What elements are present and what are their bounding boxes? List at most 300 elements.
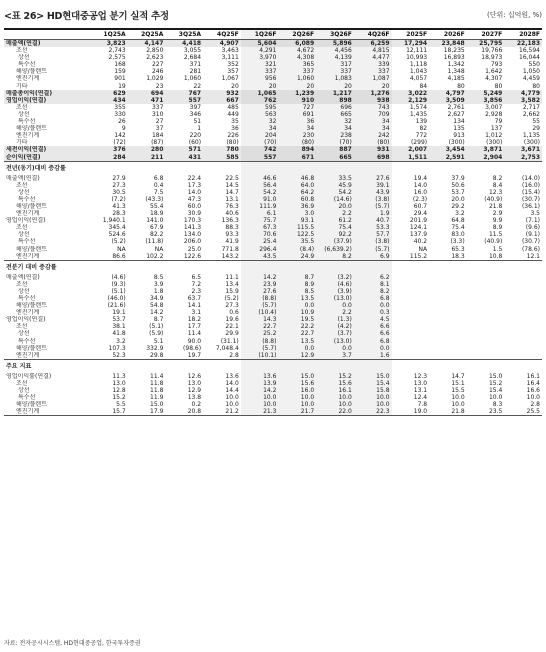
table-cell: 18.3 xyxy=(451,252,465,260)
table-cell: 28.3 xyxy=(112,210,126,218)
table-cell: 10.0 xyxy=(526,394,540,402)
table-cell: NA xyxy=(154,245,164,253)
table-row xyxy=(4,253,542,261)
table-cell: 698 xyxy=(354,154,392,162)
table-cell: 204 xyxy=(241,132,279,139)
table-row xyxy=(4,104,542,111)
table-cell xyxy=(504,161,542,175)
table-cell xyxy=(467,302,505,309)
table-cell: 55.4 xyxy=(150,202,164,210)
table-cell: 36 xyxy=(231,125,239,133)
table-cell: 25.2 xyxy=(241,330,279,337)
table-cell: 84 xyxy=(419,82,428,90)
table-cell: 691 xyxy=(278,111,316,118)
table-cell xyxy=(392,309,430,316)
table-cell: (10.1) xyxy=(241,352,279,360)
table-cell: 29.2 xyxy=(451,202,465,210)
table-cell: (70) xyxy=(241,139,279,146)
table-cell: 4,057 xyxy=(409,75,428,83)
table-cell: 1,511 xyxy=(392,154,430,162)
row-label: 엔진기계 xyxy=(16,75,40,83)
table-cell: 115.5 xyxy=(278,224,316,231)
table-cell xyxy=(504,302,542,309)
table-cell: (31.1) xyxy=(220,337,239,345)
table-cell: 40.2 xyxy=(413,238,428,246)
table-cell: 2,761 xyxy=(447,103,465,111)
table-cell: (4.2) xyxy=(316,323,354,330)
table-cell: 3,055 xyxy=(183,47,202,55)
table-row xyxy=(4,217,542,224)
table-cell: NA xyxy=(418,245,428,253)
table-cell xyxy=(504,323,542,330)
table-cell: 34 xyxy=(278,125,316,132)
table-cell: 0.0 xyxy=(278,345,316,352)
table-cell xyxy=(429,281,467,288)
table-cell: (40.9) xyxy=(484,238,503,246)
row-label: 해양/플랜트 xyxy=(16,302,48,310)
table-row xyxy=(4,54,542,61)
table-cell: 2.8 xyxy=(530,401,540,409)
table-cell xyxy=(392,359,430,373)
table-cell xyxy=(128,161,166,175)
table-cell xyxy=(392,323,430,330)
table-cell: 13.5 xyxy=(278,338,316,345)
table-cell xyxy=(203,260,241,274)
unit-label: (단위: 십억원, %) xyxy=(487,11,542,19)
table-cell: 27.9 xyxy=(112,174,126,182)
table-cell: 9.9 xyxy=(492,217,503,225)
table-cell xyxy=(316,260,354,274)
row-label: 상선 xyxy=(18,188,30,196)
table-cell: 27 xyxy=(155,118,164,126)
table-cell: 168 xyxy=(114,61,126,69)
table-cell xyxy=(429,161,467,175)
table-cell: 11.3 xyxy=(112,372,126,380)
table-cell: 793 xyxy=(490,61,503,69)
table-cell: 13.0 xyxy=(187,379,202,387)
table-cell: 2.2 xyxy=(316,309,354,316)
table-cell: 7.8 xyxy=(417,401,428,409)
table-cell: 485 xyxy=(227,103,239,111)
table-cell: 0.4 xyxy=(153,181,164,189)
table-cell: 19.6 xyxy=(225,316,239,324)
table-cell: 60.0 xyxy=(187,202,202,210)
table-cell: 376 xyxy=(90,146,128,153)
table-cell: (10.4) xyxy=(241,309,279,316)
column-header: 3Q26F xyxy=(316,29,354,40)
table-row xyxy=(4,47,542,54)
row-label: 영업이익(연결) xyxy=(6,316,46,324)
table-cell: 12.8 xyxy=(112,387,126,395)
table-cell: 11.5 xyxy=(488,231,503,239)
table-cell: 10.0 xyxy=(451,401,465,409)
table-cell: 67.3 xyxy=(241,224,279,231)
table-cell: 3,970 xyxy=(241,54,279,61)
table-cell: 7.2 xyxy=(191,280,202,288)
table-cell: 43.9 xyxy=(354,189,392,196)
table-cell: 57.7 xyxy=(354,231,392,238)
table-cell: 1,029 xyxy=(146,75,164,83)
table-cell xyxy=(392,352,430,360)
table-cell xyxy=(429,309,467,316)
table-row xyxy=(4,118,542,125)
table-cell: 332.9 xyxy=(146,344,164,352)
table-row xyxy=(4,338,542,345)
table-cell: 124.1 xyxy=(409,224,428,232)
table-cell: 1,642 xyxy=(485,68,503,76)
table-cell: 2,662 xyxy=(522,110,540,118)
table-cell: 11.4 xyxy=(187,330,202,338)
table-row xyxy=(4,401,542,408)
table-cell: 13.6 xyxy=(225,372,239,380)
table-cell: 13.9 xyxy=(241,380,279,387)
table-cell: 107.3 xyxy=(108,344,126,352)
table-row xyxy=(4,40,542,48)
row-label: 상선 xyxy=(18,54,30,62)
table-row xyxy=(4,238,542,245)
row-label: 기타 xyxy=(16,139,28,147)
row-label: 특수선 xyxy=(18,195,36,203)
table-cell: 13.1 xyxy=(413,387,428,395)
table-row xyxy=(4,182,542,189)
table-cell: 3.7 xyxy=(316,352,354,360)
table-row xyxy=(4,387,542,394)
row-label: 조선 xyxy=(16,224,28,232)
table-cell: 80 xyxy=(494,82,503,90)
table-cell: 41.8 xyxy=(112,330,126,338)
table-row xyxy=(4,210,542,217)
table-cell: 2,007 xyxy=(392,146,430,153)
table-cell: 15.0 xyxy=(488,372,503,380)
table-cell: 14.0 xyxy=(413,181,428,189)
table-row xyxy=(4,408,542,416)
table-cell: 1,043 xyxy=(409,68,428,76)
table-cell: 434 xyxy=(90,97,128,104)
table-cell: 1,050 xyxy=(522,68,540,76)
table-row xyxy=(4,139,542,146)
table-cell: 5,896 xyxy=(316,40,354,48)
table-cell: 4,459 xyxy=(522,75,540,83)
table-cell: 667 xyxy=(203,97,241,104)
table-cell xyxy=(429,302,467,309)
table-cell: 139 xyxy=(415,118,428,126)
table-cell: 21.7 xyxy=(278,408,316,416)
table-cell xyxy=(504,316,542,323)
estimates-table xyxy=(4,28,542,416)
table-cell: 8.5 xyxy=(278,288,316,295)
table-cell: 6.8 xyxy=(153,174,164,182)
table-cell xyxy=(467,338,505,345)
column-header: 4Q25F xyxy=(217,31,239,38)
table-cell: 16,893 xyxy=(443,54,465,62)
table-cell: (300) xyxy=(523,139,540,147)
table-cell: 5.1 xyxy=(153,337,164,345)
table-cell: 134.0 xyxy=(183,231,202,239)
table-cell: 3,671 xyxy=(504,146,542,153)
table-cell: (72) xyxy=(113,139,126,147)
table-cell: 3,454 xyxy=(429,146,467,153)
table-cell: 19.4 xyxy=(413,174,428,182)
table-cell: 14.3 xyxy=(241,316,279,323)
table-cell: 1.5 xyxy=(492,245,503,253)
table-cell: 938 xyxy=(354,97,392,104)
column-header: 1Q25A xyxy=(103,31,126,38)
table-cell xyxy=(429,323,467,330)
table-cell: 11.1 xyxy=(225,273,239,281)
table-cell: 34 xyxy=(354,125,392,132)
table-cell: 22.7 xyxy=(278,330,316,337)
row-label: 엔진기계 xyxy=(16,309,40,317)
table-cell: 18,973 xyxy=(481,54,503,62)
table-cell: 771.8 xyxy=(221,245,239,253)
table-cell: 665 xyxy=(316,154,354,162)
table-cell: (3.3) xyxy=(450,238,465,246)
table-cell xyxy=(429,274,467,281)
table-cell: 14.2 xyxy=(241,387,279,394)
table-cell: 337 xyxy=(354,68,392,75)
table-cell: 431 xyxy=(165,154,203,162)
row-label: 매출액(연결) xyxy=(4,40,90,48)
table-cell: 10.0 xyxy=(278,394,316,401)
table-cell: 20 xyxy=(241,83,279,90)
table-row xyxy=(4,345,542,352)
table-cell: 35.5 xyxy=(278,238,316,245)
table-cell: (5.9) xyxy=(149,330,164,338)
row-label: 엔진기계 xyxy=(16,210,40,218)
table-cell: (21.6) xyxy=(107,302,126,310)
table-row xyxy=(4,97,542,104)
table-cell: 4,815 xyxy=(354,47,392,54)
table-row xyxy=(4,359,542,373)
table-cell: (5.1) xyxy=(111,287,126,295)
table-cell: 50.6 xyxy=(451,181,465,189)
table-cell: (46.0) xyxy=(107,295,126,302)
table-cell: 83.0 xyxy=(451,231,465,239)
table-row xyxy=(4,302,542,309)
table-cell: 141.0 xyxy=(146,217,164,225)
table-cell: 2.8 xyxy=(229,351,239,359)
table-cell: 13.4 xyxy=(225,280,239,288)
header-row-cells xyxy=(4,29,542,40)
table-cell xyxy=(392,316,430,323)
table-cell: 2,129 xyxy=(392,97,430,104)
table-cell xyxy=(90,359,128,373)
table-cell: 17.7 xyxy=(187,323,202,331)
row-label: 전분기 대비 증감률 xyxy=(4,260,90,274)
table-cell: (11.8) xyxy=(145,238,164,246)
table-cell: 47.3 xyxy=(187,195,202,203)
table-cell: 16,594 xyxy=(519,47,540,55)
table-cell: 16.0 xyxy=(278,387,316,394)
column-header: 2026F xyxy=(443,31,465,38)
table-cell: 2,591 xyxy=(429,154,467,162)
table-cell: 16.4 xyxy=(526,379,540,387)
table-cell: 10.0 xyxy=(316,401,354,408)
table-cell: 4,456 xyxy=(316,47,354,54)
table-cell: 53.7 xyxy=(451,188,465,196)
row-label: 조선 xyxy=(16,280,28,288)
table-cell: 201.9 xyxy=(409,217,428,225)
table-cell: 1,435 xyxy=(409,110,428,118)
table-cell: 0.6 xyxy=(229,309,239,317)
table-cell: 11.4 xyxy=(150,372,164,380)
table-cell: 1,342 xyxy=(447,61,465,69)
table-cell: 33.5 xyxy=(316,175,354,182)
table-cell: 1,067 xyxy=(221,75,239,83)
row-label: 엔진기계 xyxy=(16,132,40,140)
table-cell: (15.4) xyxy=(521,188,540,196)
table-row xyxy=(4,352,542,360)
table-cell: 22,183 xyxy=(504,40,542,48)
table-cell xyxy=(392,295,430,302)
table-cell: 6.1 xyxy=(241,210,279,217)
table-cell: 1,217 xyxy=(316,90,354,97)
table-cell: 8.1 xyxy=(354,281,392,288)
table-cell xyxy=(467,260,505,274)
table-cell: 86.6 xyxy=(112,252,126,260)
table-cell: 15.0 xyxy=(150,401,164,409)
table-row xyxy=(4,146,542,153)
table-cell: 2,627 xyxy=(447,110,465,118)
table-cell: 4,307 xyxy=(485,75,503,83)
table-cell: 34 xyxy=(354,118,392,125)
table-cell: 3,582 xyxy=(504,97,542,104)
table-cell: 141.3 xyxy=(183,224,202,232)
table-cell: 1,118 xyxy=(409,61,428,69)
table-cell: 14.0 xyxy=(225,379,239,387)
table-cell: (4.6) xyxy=(111,273,126,281)
table-cell: 82.2 xyxy=(150,231,164,239)
row-label: 해양/플랜트 xyxy=(16,202,48,210)
table-row xyxy=(4,295,542,302)
table-cell: 2,753 xyxy=(504,154,542,162)
table-cell: (300) xyxy=(486,139,503,147)
table-cell: 26 xyxy=(118,118,126,126)
table-cell: (8.8) xyxy=(241,338,279,345)
table-cell: 37.9 xyxy=(451,174,465,182)
table-cell: 15.9 xyxy=(225,287,239,295)
table-cell: 15.1 xyxy=(451,379,465,387)
table-cell: 3,509 xyxy=(429,97,467,104)
row-label: 엔진기계 xyxy=(16,351,40,359)
table-cell: 595 xyxy=(241,104,279,111)
table-cell: 5.5 xyxy=(116,401,126,409)
row-label: 특수선 xyxy=(18,337,36,345)
table-cell: 55 xyxy=(532,118,540,126)
table-row xyxy=(4,154,542,162)
table-cell: 137.9 xyxy=(409,231,428,239)
table-cell: (78.6) xyxy=(521,245,540,253)
table-cell: 337 xyxy=(316,68,354,75)
table-cell: (6,639.2) xyxy=(316,246,354,253)
table-cell: 15.6 xyxy=(316,380,354,387)
table-cell: 10.0 xyxy=(488,394,503,402)
table-row xyxy=(4,203,542,210)
table-cell: 19 xyxy=(118,82,126,90)
table-cell xyxy=(203,161,241,175)
table-cell: 15.0 xyxy=(278,373,316,380)
table-cell: 4,779 xyxy=(504,90,542,97)
table-cell: 337 xyxy=(278,68,316,75)
row-label: 조선 xyxy=(16,379,28,387)
table-cell: 18,235 xyxy=(443,47,465,55)
table-cell: 352 xyxy=(227,61,239,69)
table-cell: 1,060 xyxy=(183,75,202,83)
table-row xyxy=(4,260,542,274)
table-cell: (80) xyxy=(354,139,392,146)
table-cell xyxy=(165,260,203,274)
table-cell: 310 xyxy=(151,110,164,118)
table-cell: 2,850 xyxy=(146,47,164,55)
row-label: 상선 xyxy=(18,110,30,118)
row-label: 매출액(연결) xyxy=(6,174,40,182)
column-header: 2Q25A xyxy=(141,31,164,38)
table-cell: 0.0 xyxy=(278,302,316,309)
table-cell: 19.1 xyxy=(112,309,126,317)
row-label: 상선 xyxy=(18,387,30,395)
table-cell: 6.8 xyxy=(354,338,392,345)
table-cell: 102.2 xyxy=(146,252,164,260)
table-cell: 524.6 xyxy=(108,231,126,239)
table-cell: 471 xyxy=(128,97,166,104)
table-cell: 29.4 xyxy=(413,210,428,218)
table-cell: 21.2 xyxy=(203,408,241,416)
table-cell: (5.7) xyxy=(241,345,279,352)
table-cell: 12.3 xyxy=(488,188,503,196)
row-label: 특수선 xyxy=(18,295,36,302)
table-cell: 60.8 xyxy=(278,196,316,203)
table-cell: 10.0 xyxy=(241,394,279,401)
table-cell: 6.6 xyxy=(354,330,392,337)
table-cell: 4,907 xyxy=(203,40,241,48)
table-cell: 17,294 xyxy=(392,40,430,48)
table-cell xyxy=(128,260,166,274)
table-cell: 1,239 xyxy=(278,90,316,97)
table-cell: 6.8 xyxy=(354,295,392,302)
table-cell: 17.9 xyxy=(128,408,166,416)
table-cell: 8.4 xyxy=(492,181,503,189)
table-cell: 242 xyxy=(354,132,392,139)
table-cell: 246 xyxy=(151,68,164,76)
table-row xyxy=(4,125,542,132)
table-cell: 13.8 xyxy=(187,394,202,402)
table-cell: 34 xyxy=(241,125,279,132)
table-cell: 3,463 xyxy=(221,47,239,55)
table-cell: 25,795 xyxy=(467,40,505,48)
table-cell xyxy=(504,330,542,337)
table-cell xyxy=(429,260,467,274)
table-cell: 64.2 xyxy=(278,189,316,196)
table-cell: 65.3 xyxy=(451,245,465,253)
table-cell: 6.5 xyxy=(191,273,202,281)
row-label: 전년(동기)대비 증감률 xyxy=(4,161,90,175)
table-cell: 3,856 xyxy=(467,97,505,104)
table-cell: 79 xyxy=(494,118,503,126)
table-cell: 13.6 xyxy=(241,373,279,380)
table-cell: 3,823 xyxy=(90,40,128,48)
table-cell: 19,766 xyxy=(481,47,503,55)
table-cell: 22.7 xyxy=(241,323,279,330)
table-cell: 10.0 xyxy=(225,401,239,409)
table-cell: 2,717 xyxy=(522,103,540,111)
table-title: <표 26> HD현대중공업 분기 실적 추정 xyxy=(4,11,169,22)
table-cell: 20 xyxy=(231,82,239,90)
table-cell: 365 xyxy=(278,61,316,68)
table-cell: 16.1 xyxy=(316,387,354,394)
table-cell: 557 xyxy=(165,97,203,104)
table-cell xyxy=(504,260,542,274)
table-cell: 910 xyxy=(278,97,316,104)
